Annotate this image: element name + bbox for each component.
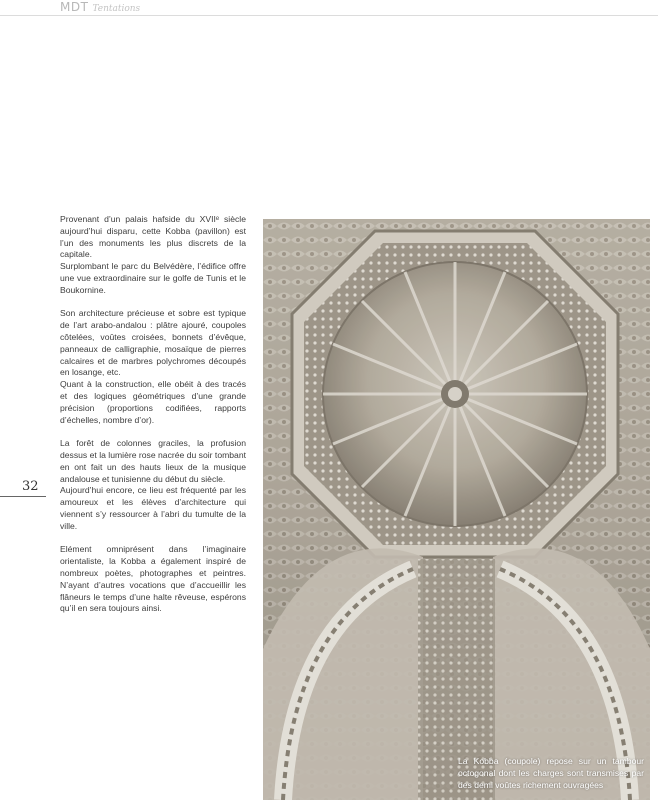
running-header bbox=[60, 0, 140, 14]
paragraph: La forêt de colonnes graciles, la profusion dessus et la lumière rose nacrée du soir tombant en ont fait un des hauts lieux de la musique andalouse et tunisienne du début du siècle. bbox=[60, 438, 246, 484]
photo-caption: La Kobba (coupole) repose sur un tambour octogonal dont les charges sont transmises par des demi voûtes richement ouvragées bbox=[458, 756, 644, 790]
dome-illustration bbox=[263, 219, 650, 800]
section-tagline: Tentations bbox=[92, 4, 141, 14]
header-rule bbox=[0, 15, 658, 16]
magazine-logo: MDT bbox=[60, 0, 89, 14]
dome-photo bbox=[263, 219, 650, 800]
page-number: 32 bbox=[22, 479, 39, 494]
paragraph: Provenant d’un palais hafside du XVIIᵉ siècle aujourd’hui disparu, cette Kobba (pavillon) est l’un des monuments les plus discrets de la capitale. bbox=[60, 214, 246, 260]
paragraph: Quant à la construction, elle obéit à des tracés et des logiques géométriques d’une grande précision (proportions codifiées, rapports d’échelles, nombre d’or). bbox=[60, 379, 246, 425]
article-body bbox=[60, 214, 246, 615]
paragraph: Son architecture précieuse et sobre est typique de l’art arabo-andalou : plâtre ajouré, coupoles côtelées, voûtes croisées, bonnets d’évêque, panneaux de calligraphie, mosaïque de pierres calcaires et de marbres polychromes découpés en losange, etc. bbox=[60, 308, 246, 378]
paragraph: Elément omniprésent dans l’imaginaire orientaliste, la Kobba a également inspiré de nombreux poètes, photographes et peintres. N’ayant d’autres vocations que d’accueillir les flâneurs le temps d’une halte rêveuse, espérons qu’il en sera toujours ainsi. bbox=[60, 544, 246, 614]
paragraph: Aujourd’hui encore, ce lieu est fréquenté par les amoureux et les élèves d’architecture qui viennent s’y ressourcer à l’abri du tumulte de la ville. bbox=[60, 485, 246, 531]
paragraph: Surplombant le parc du Belvédère, l’édifice offre une vue extraordinaire sur le golfe de Tunis et le Boukornine. bbox=[60, 261, 246, 295]
margin-rule bbox=[0, 496, 46, 497]
